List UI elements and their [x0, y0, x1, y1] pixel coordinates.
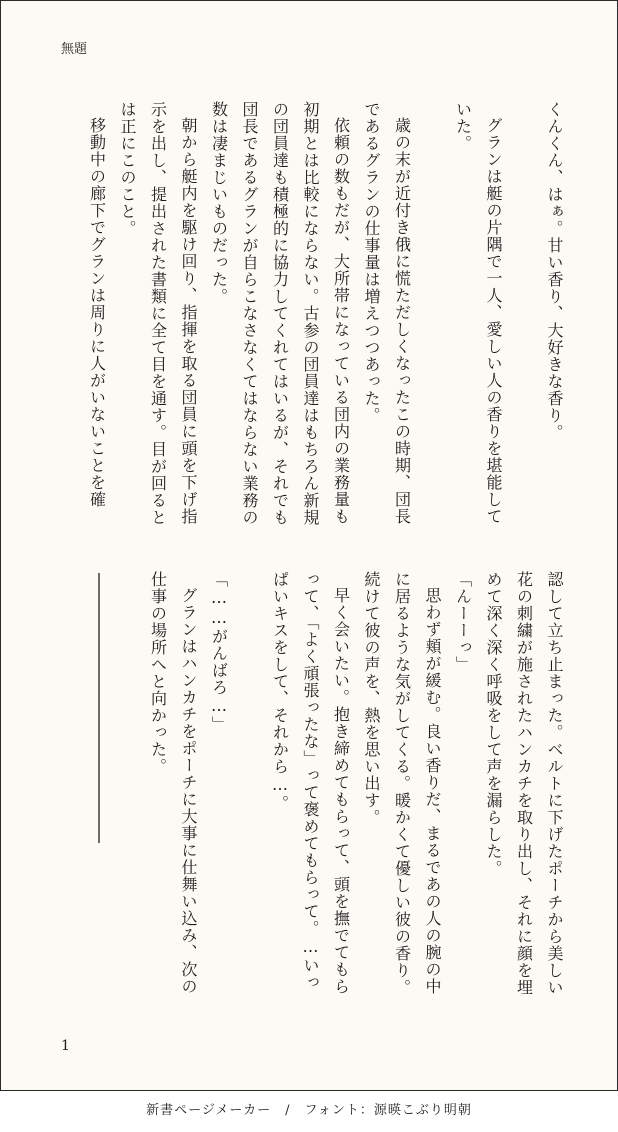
paragraph: 「……がんばろ…」	[209, 571, 229, 733]
paragraph: 依頼の数もだが、大所帯になっている団内の業務量も初期とは比較にならない。古参の団員達はもちろん新規の団員達も積極的に協力してくれてはいるが、それでも団長であるグランが自らこなさなくてはならない業務の数は凄まじいものだった。	[209, 101, 351, 526]
paragraph: グランは艇の片隅で一人、愛しい人の香りを堪能していた。	[453, 101, 503, 525]
text-lower-tier	[59, 571, 569, 1001]
paragraph: 認して立ち止まった。ベルトに下げたポーチから美しい花の刺繍が施されたハンカチを取り出し、それに顔を埋めて深く深く呼吸をして声を漏らした。	[484, 571, 564, 996]
section-divider-line	[98, 573, 100, 843]
paragraph: 思わず頬が緩む。良い香りだ、まるであの人の腕の中に居るような気がしてくる。暖かくて優しい彼の香り。続けて彼の声を、熱を思い出す。	[362, 571, 442, 996]
blank-line	[508, 101, 539, 531]
paragraph: グランはハンカチをポーチに大事に仕舞い込み、次の仕事の場所へと向かった。	[148, 571, 198, 995]
blank-line	[417, 101, 448, 531]
paragraph: 早く会いたい。抱き締めてもらって、頭を撫でてもらって、「よく頑張ったな」って褒めてもらって。…いっぱいキスをして、それから…。	[270, 571, 351, 995]
paragraph: 「んーーっ」	[453, 571, 473, 673]
blank-line	[234, 571, 265, 1001]
page-title: 無題	[61, 42, 88, 57]
footer-credit: 新書ページメーカー / フォント：源暎こぶり明朝	[146, 1103, 472, 1118]
paragraph: 朝から艇内を駆け回り、指揮を取る団員に頭を下げ指示を出し、提出された書類に全て目を通す。目が回るとは正にこのこと。	[118, 101, 198, 526]
paragraph: 移動中の廊下でグランは周りに人がいないことを確	[87, 117, 107, 508]
paragraph: 歳の末が近付き俄に慌ただしくなったこの時期、団長であるグランの仕事量は増えつつあった。	[362, 101, 412, 525]
text-upper-tier	[59, 101, 569, 531]
paragraph: くんくん、はぁ。甘い香り、大好きな香り。	[545, 101, 564, 441]
page-number: 1	[61, 1038, 70, 1054]
